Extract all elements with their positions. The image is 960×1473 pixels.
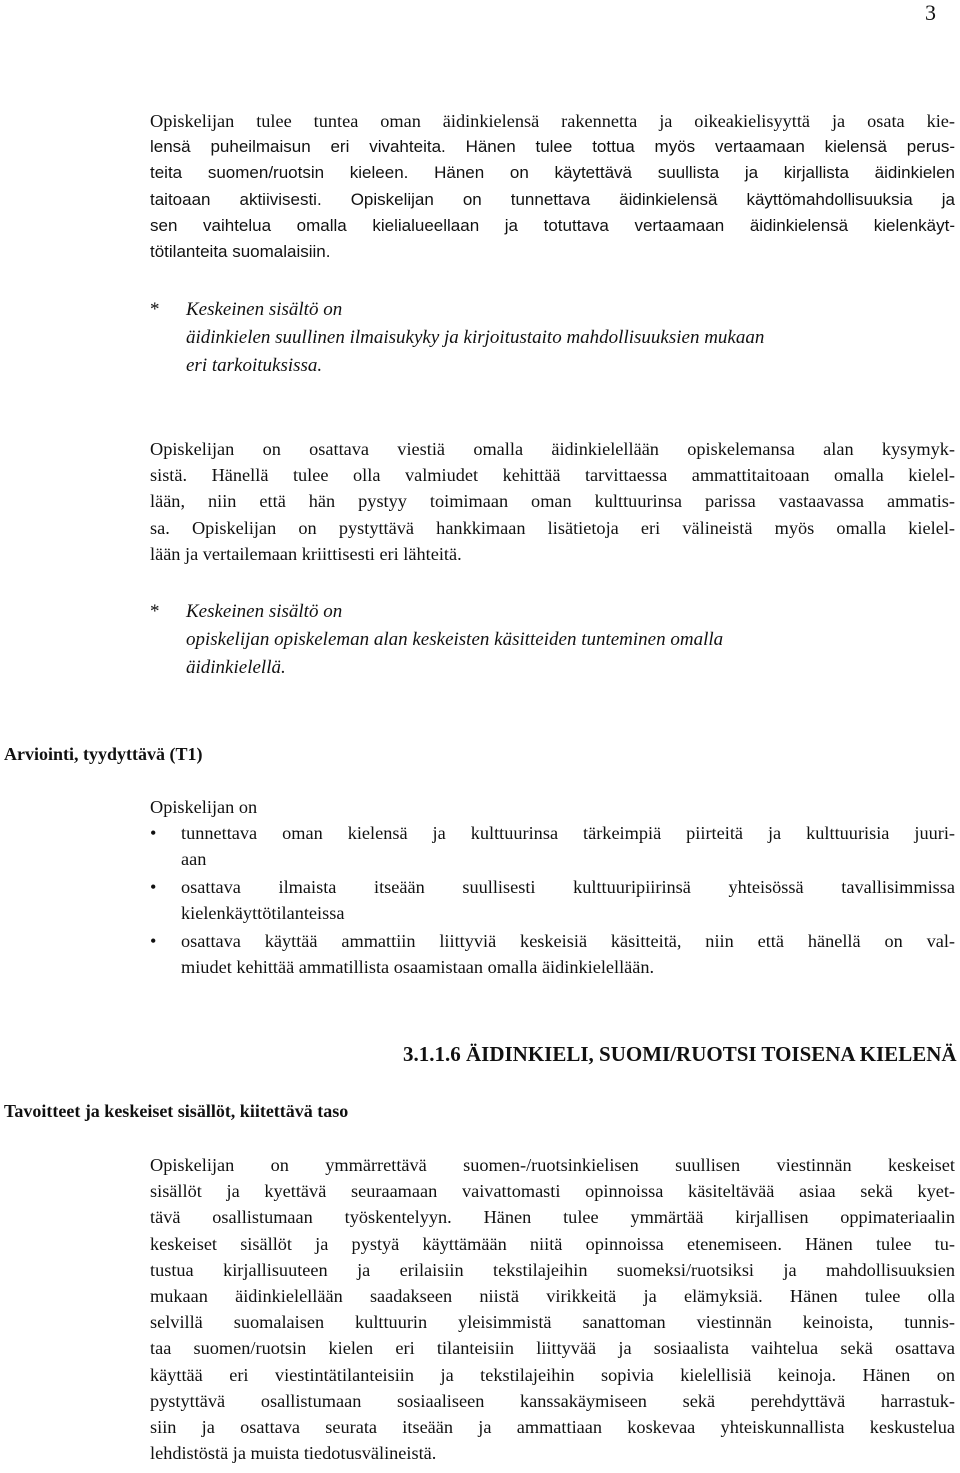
paragraph-line: teita suomen/ruotsin kieleen. Hänen on käytettävä suullista ja kirjallista äidinkielen — [150, 163, 955, 183]
section-subtitle: Tavoitteet ja keskeiset sisällöt, kiitettävä taso — [4, 1101, 349, 1121]
paragraph-line: käyttää eri viestintätilanteisiin ja tekstilajeihin sopivia kielellisiä keinoja. Hänen on — [150, 1364, 955, 1385]
bullet-icon: • — [150, 877, 157, 897]
asterisk-marker: * — [150, 299, 160, 320]
bullet-item — [150, 874, 955, 926]
core-content-block — [150, 598, 955, 682]
section-title: 3.1.1.6 ÄIDINKIELI, SUOMI/RUOTSI TOISENA KIELENÄ — [403, 1042, 957, 1066]
paragraph-line: pystyttävä osallistumaan sosiaaliseen kanssakäymiseen sekä perehdyttävä harrastuk- — [150, 1390, 955, 1411]
assessment-intro — [150, 794, 955, 820]
paragraph-line: sisällöt ja kyettävä seuraamaan vaivattomasti opinnoissa käsiteltävää asiaa sekä kyet- — [150, 1181, 955, 1202]
bullet-text: tunnettava oman kielensä ja kulttuurinsa tärkeimpiä piirteitä ja kulttuurisia juuri- — [181, 823, 955, 843]
paragraph-line: lään ja vertailemaan kriittisesti eri lähteitä. — [150, 543, 462, 564]
paragraph-line: sen vaihtelua omalla kielialueellaan ja totuttava vertaamaan äidinkielensä kielenkäyt- — [150, 215, 955, 235]
paragraph-line: lään, niin että hän pystyy toimimaan oman kulttuurinsa parissa vastaavassa ammatis- — [150, 491, 955, 512]
bullet-text: miudet kehittää ammatillista osaamistaan omalla äidinkielellään. — [181, 957, 655, 977]
paragraph-line: taitoaan aktiivisesti. Opiskelijan on tunnettava äidinkielensä käyttömahdollisuuksia ja — [150, 189, 955, 209]
paragraph-line: Opiskelijan on osattava viestiä omalla äidinkielellään opiskelemansa alan kysymyk- — [150, 439, 955, 459]
paragraph-line: Opiskelijan on ymmärrettävä suomen-/ruotsinkielisen suullisen viestinnän keskeiset — [150, 1155, 955, 1175]
paragraph-line: keskeiset sisällöt ja pystyä käyttämään niitä opinnoissa etenemiseen. Hänen tulee tu- — [150, 1233, 955, 1254]
paragraph-line: tustua kirjallisuuteen ja erilaisiin tekstilajeihin suomeksi/ruotsiksi ja mahdollisuuksien — [150, 1259, 955, 1280]
assessment-intro-text: Opiskelijan on — [150, 797, 258, 817]
core-content-line: opiskelijan opiskeleman alan keskeisten käsitteiden tunteminen omalla — [186, 629, 724, 650]
bullet-text: osattava käyttää ammattiin liittyviä keskeisiä käsitteitä, niin että hänellä on val- — [181, 931, 955, 951]
paragraph-line: siin ja osattava seurata itseään ja ammattiaan koskevaa yhteiskunnallista keskustelua — [150, 1417, 955, 1438]
paragraph-line: tötilanteita suomalaisiin. — [150, 242, 331, 262]
bullet-text: aan — [181, 849, 207, 869]
bullet-item — [150, 820, 955, 872]
core-content-line: äidinkielen suullinen ilmaisukyky ja kirjoitustaito mahdollisuuksien mukaan — [186, 327, 765, 348]
core-content-line: äidinkielellä. — [186, 657, 286, 678]
bullet-icon: • — [150, 823, 157, 843]
paragraph-line: lensä puheilmaisun eri vivahteita. Hänen tulee tottua myös vertaamaan kielensä perus- — [150, 137, 955, 157]
paragraph-line: sa. Opiskelijan on pystyttävä hankkimaan lisätietoja eri välineistä myös omalla kielel- — [150, 517, 955, 538]
asterisk-marker: * — [150, 601, 160, 622]
page-number: 3 — [925, 0, 936, 25]
paragraph-line: taa suomen/ruotsin kielen eri tilanteisiin liittyvää ja sosiaalista vaihtelua sekä osattava — [150, 1338, 955, 1359]
core-content-heading: Keskeinen sisältö on — [186, 299, 343, 320]
bullet-item — [150, 928, 955, 980]
core-content-heading: Keskeinen sisältö on — [186, 601, 343, 622]
intro-paragraph — [150, 108, 955, 265]
bullet-text: kielenkäyttötilanteissa — [181, 903, 345, 923]
bullet-text: osattava ilmaista itseään suullisesti kulttuuripiirinsä yhteisössä tavallisimmissa — [181, 877, 955, 897]
paragraph-line: tävä osallistumaan työskentelyyn. Hänen tulee ymmärtää kirjallisen oppimateriaalin — [150, 1207, 955, 1228]
communication-paragraph — [150, 436, 955, 567]
goals-paragraph — [150, 1152, 955, 1466]
assessment-heading: Arviointi, tyydyttävä (T1) — [4, 744, 203, 764]
bullet-icon: • — [150, 931, 157, 951]
core-content-block — [150, 296, 955, 380]
core-content-line: eri tarkoituksissa. — [186, 355, 323, 376]
paragraph-line: mukaan äidinkielellään saadakseen niistä virikkeitä ja elämyksiä. Hänen tulee olla — [150, 1286, 955, 1307]
paragraph-line: sistä. Hänellä tulee olla valmiudet kehittää tarvittaessa ammattitaitoaan omalla kielel- — [150, 465, 955, 486]
paragraph-line: selvillä suomalaisen kulttuurin yleisimmistä sanattoman viestinnän keinoista, tunnis- — [150, 1312, 955, 1333]
paragraph-line: lehdistöstä ja muista tiedotusvälineistä. — [150, 1443, 437, 1464]
paragraph-line: Opiskelijan tulee tuntea oman äidinkielensä rakennetta ja oikeakielisyyttä ja osata kie- — [150, 111, 955, 131]
